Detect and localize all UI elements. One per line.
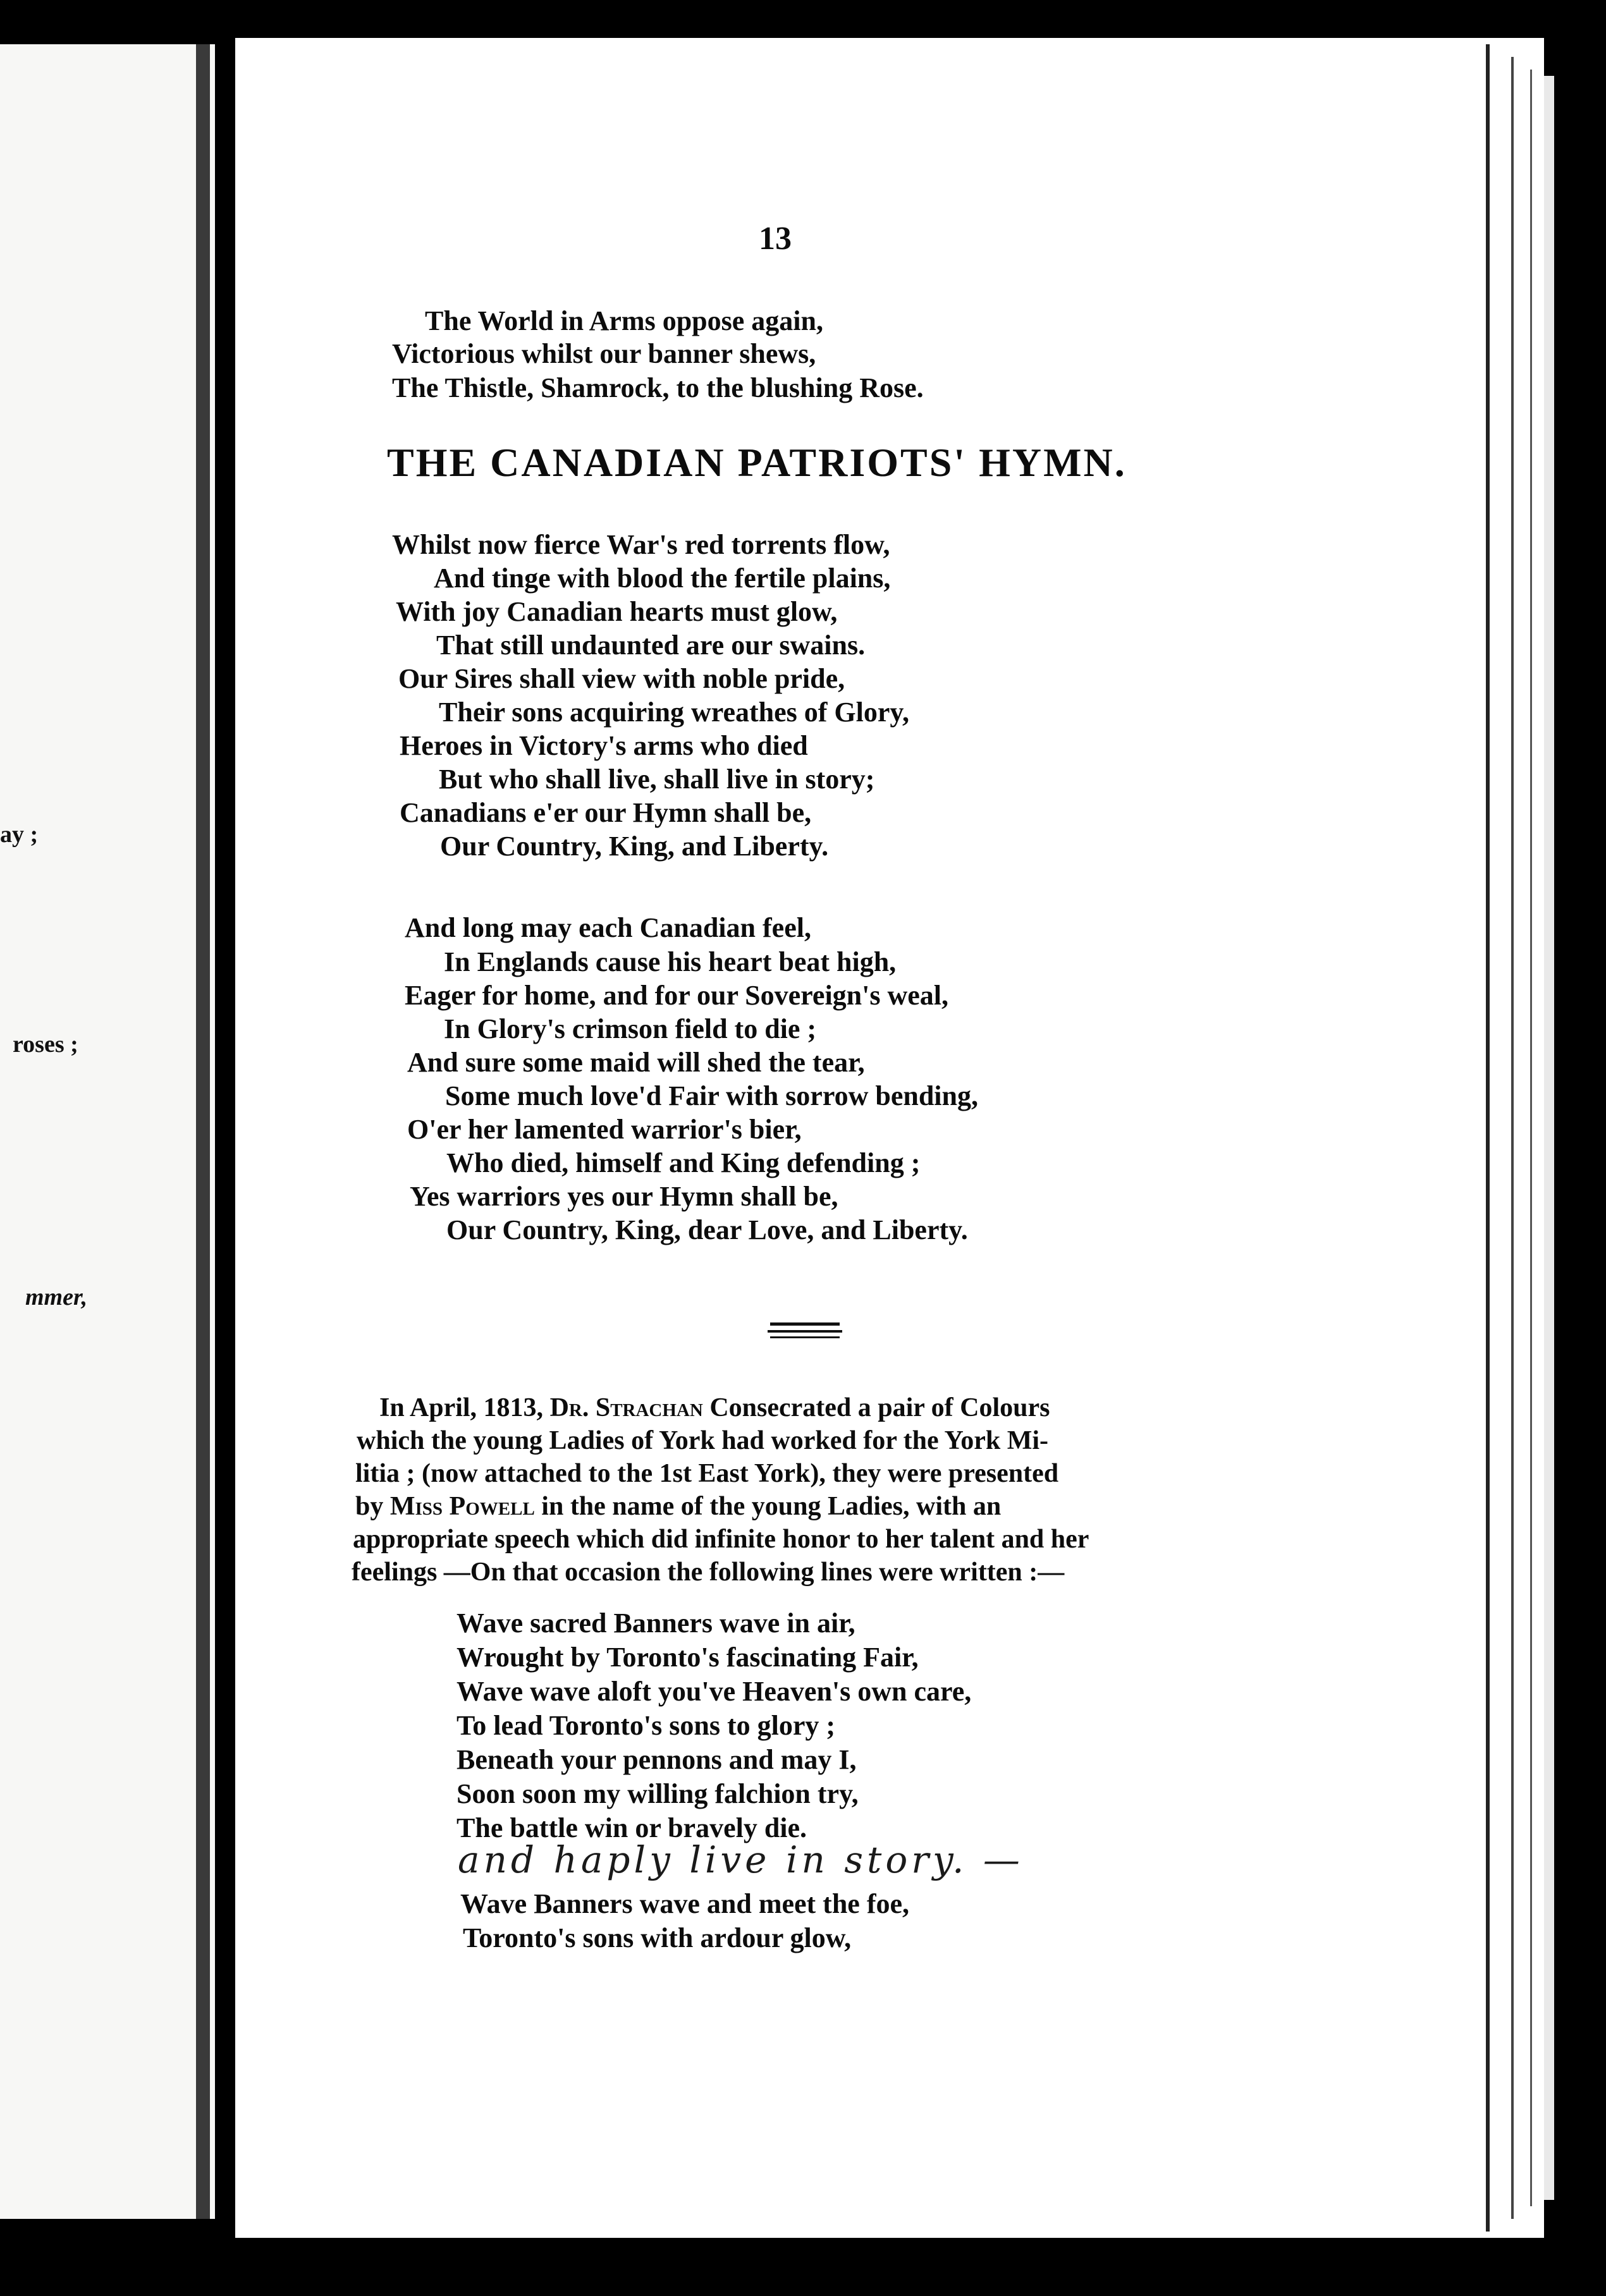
banner-verse-line: Wave Banners wave and meet the foe, [460, 1888, 910, 1919]
hymn-line: And tinge with blood the fertile plains, [434, 563, 891, 594]
hymn-line: And long may each Canadian feel, [405, 912, 811, 943]
page-edge-strip [1544, 76, 1554, 2200]
prose-text: in the name of the young Ladies, with an [534, 1492, 1002, 1521]
left-page-fragment: mmer, [25, 1284, 88, 1310]
left-page-fragment: roses ; [13, 1031, 78, 1058]
prose-line: litia ; (now attached to the 1st East York), they were presented [355, 1459, 1059, 1488]
hymn-line: Some much love'd Fair with sorrow bending, [445, 1080, 978, 1111]
hymn-line: Yes warriors yes our Hymn shall be, [410, 1181, 838, 1212]
prose-line: appropriate speech which did infinite honor to her talent and her [353, 1525, 1089, 1554]
hymn-title: THE CANADIAN PATRIOTS' HYMN. [387, 440, 1127, 485]
page-edge-line [1486, 44, 1490, 2232]
banner-verse-line: Wave wave aloft you've Heaven's own care, [457, 1676, 972, 1707]
handwritten-annotation: and haply live in story. — [458, 1838, 1024, 1881]
verse-line: The World in Arms oppose again, [425, 305, 823, 336]
page-edge-line [1511, 57, 1514, 2219]
prose-line: feelings —On that occasion the following lines were written :— [352, 1558, 1065, 1587]
left-page-fragment: ay ; [0, 821, 39, 848]
page-edge-line [1530, 70, 1532, 2206]
hymn-line: In Englands cause his heart beat high, [444, 946, 897, 977]
banner-verse-line: Wave sacred Banners wave in air, [457, 1608, 855, 1639]
hymn-line: Our Sires shall view with noble pride, [398, 663, 845, 694]
left-facing-page [0, 44, 215, 2219]
prose-text: In April, 1813, [379, 1393, 550, 1422]
verse-line: The Thistle, Shamrock, to the blushing Rose. [392, 372, 924, 403]
banner-verse-line: Wrought by Toronto's fascinating Fair, [457, 1642, 919, 1673]
prose-line [379, 1395, 1050, 1421]
hymn-line: Whilst now fierce War's red torrents flow, [392, 529, 890, 560]
banner-verse-line: To lead Toronto's sons to glory ; [457, 1710, 836, 1741]
hymn-line: With joy Canadian hearts must glow, [396, 596, 838, 627]
hymn-line: Eager for home, and for our Sovereign's weal, [405, 980, 949, 1011]
page-edge [1500, 38, 1544, 2238]
banner-verse-line: The battle win or bravely die. [457, 1812, 807, 1843]
prose-text: by [355, 1492, 390, 1521]
prose-line [355, 1493, 1001, 1520]
person-name: Miss Powell [389, 1492, 535, 1521]
hymn-line: And sure some maid will shed the tear, [407, 1047, 865, 1078]
section-rule [770, 1336, 840, 1338]
person-name: Dr. Strachan [549, 1393, 703, 1422]
hymn-line: Their sons acquiring wreathes of Glory, [439, 697, 909, 728]
page-number: 13 [759, 221, 792, 257]
hymn-line: That still undaunted are our swains. [436, 630, 866, 661]
hymn-line: Our Country, King, and Liberty. [440, 831, 829, 862]
hymn-line: Who died, himself and King defending ; [446, 1147, 921, 1178]
banner-verse-line: Beneath your pennons and may I, [457, 1744, 857, 1775]
prose-text: Consecrated a pair of Colours [702, 1393, 1050, 1422]
hymn-line: O'er her lamented warrior's bier, [407, 1114, 802, 1145]
hymn-line: In Glory's crimson field to die ; [444, 1013, 817, 1044]
hymn-line: Canadians e'er our Hymn shall be, [400, 797, 812, 828]
prose-line: which the young Ladies of York had worked for the York Mi- [357, 1426, 1049, 1455]
hymn-line: Our Country, King, dear Love, and Liberty. [446, 1214, 968, 1245]
section-rule [770, 1322, 840, 1326]
book-gutter [196, 44, 210, 2219]
verse-line: Victorious whilst our banner shews, [392, 338, 816, 369]
banner-verse-line: Soon soon my willing falchion try, [457, 1778, 859, 1809]
hymn-line: But who shall live, shall live in story; [439, 764, 875, 795]
section-rule [768, 1330, 842, 1333]
hymn-line: Heroes in Victory's arms who died [400, 730, 808, 761]
banner-verse-line: Toronto's sons with ardour glow, [463, 1922, 852, 1953]
